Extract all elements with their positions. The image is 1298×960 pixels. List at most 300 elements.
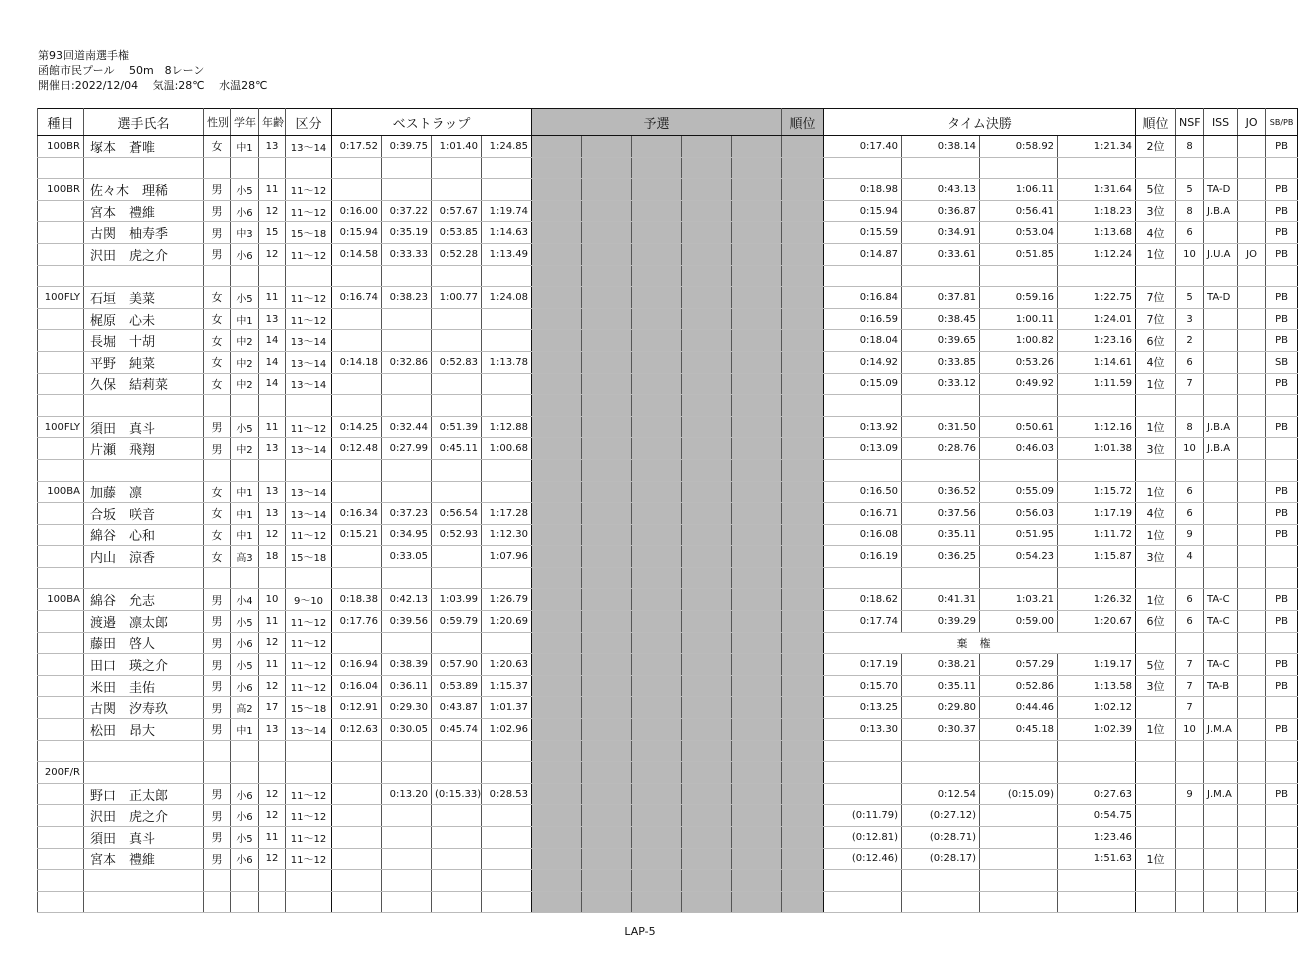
best-lap-split <box>332 783 382 805</box>
iss-cell: J.B.A <box>1204 416 1238 438</box>
event-cell: 100BA <box>38 589 84 611</box>
empty-cell <box>1176 567 1204 589</box>
col-prelim-rank: 順位 <box>782 109 824 136</box>
prelim-cell <box>732 805 782 827</box>
final-split: 0:16.71 <box>824 503 902 525</box>
table-row <box>38 589 1298 611</box>
empty-cell <box>582 567 632 589</box>
empty-cell <box>682 459 732 481</box>
empty-cell <box>902 395 980 417</box>
empty-cell <box>432 265 482 287</box>
table-row <box>38 783 1298 805</box>
empty-cell <box>1266 459 1298 481</box>
jo-cell <box>1238 524 1266 546</box>
iss-cell <box>1204 330 1238 352</box>
prelim-cell <box>682 351 732 373</box>
event-cell <box>38 546 84 568</box>
age-cell: 18 <box>259 546 286 568</box>
prelim-cell <box>582 308 632 330</box>
empty-cell <box>382 459 432 481</box>
event-cell <box>38 373 84 395</box>
empty-cell <box>782 265 824 287</box>
swimmer-name: 平野 純菜 <box>84 351 204 373</box>
best-lap-split: 0:57.67 <box>432 200 482 222</box>
final-split: 0:37.81 <box>902 287 980 309</box>
prelim-cell <box>582 222 632 244</box>
empty-cell <box>84 459 204 481</box>
age-cell: 11 <box>259 654 286 676</box>
empty-cell <box>632 870 682 892</box>
prelim-cell <box>582 503 632 525</box>
best-lap-split <box>382 308 432 330</box>
prelim-rank-cell <box>782 697 824 719</box>
empty-cell <box>824 395 902 417</box>
best-lap-split: 0:34.95 <box>382 524 432 546</box>
division-cell: 11～12 <box>286 416 332 438</box>
iss-cell <box>1204 503 1238 525</box>
best-lap-split: 1:20.69 <box>482 611 532 633</box>
best-lap-split <box>482 373 532 395</box>
sbpb-cell: PB <box>1266 524 1298 546</box>
final-split: 0:16.50 <box>824 481 902 503</box>
table-row <box>38 848 1298 870</box>
age-cell: 11 <box>259 179 286 201</box>
final-split: 0:56.03 <box>980 503 1058 525</box>
final-split: (0:27.12) <box>902 805 980 827</box>
sex-cell: 男 <box>204 783 231 805</box>
rank-cell: 5位 <box>1136 179 1176 201</box>
prelim-cell <box>682 589 732 611</box>
age-cell: 12 <box>259 243 286 265</box>
best-lap-split: 0:32.86 <box>382 351 432 373</box>
jo-cell <box>1238 481 1266 503</box>
event-cell <box>38 503 84 525</box>
division-cell: 13～14 <box>286 330 332 352</box>
best-lap-split <box>432 373 482 395</box>
jo-cell <box>1238 848 1266 870</box>
prelim-cell <box>532 330 582 352</box>
empty-cell <box>84 265 204 287</box>
empty-cell <box>204 395 231 417</box>
age-cell: 12 <box>259 675 286 697</box>
prelim-cell <box>732 243 782 265</box>
date-weather-info: 開催日:2022/12/04 気温:28℃ 水温28℃ <box>38 79 268 92</box>
empty-cell <box>204 459 231 481</box>
empty-cell <box>432 567 482 589</box>
jo-cell <box>1238 503 1266 525</box>
final-split: 0:51.95 <box>980 524 1058 546</box>
best-lap-split: 0:43.87 <box>432 697 482 719</box>
empty-cell <box>482 567 532 589</box>
iss-cell <box>1204 373 1238 395</box>
age-cell: 13 <box>259 438 286 460</box>
swimmer-name: 長堀 十胡 <box>84 330 204 352</box>
grade-cell: 中2 <box>231 438 259 460</box>
final-split: 0:12.54 <box>902 783 980 805</box>
swimmer-name: 片瀬 飛翔 <box>84 438 204 460</box>
prelim-cell <box>582 200 632 222</box>
empty-cell <box>259 459 286 481</box>
empty-cell <box>980 395 1058 417</box>
empty-cell <box>1136 157 1176 179</box>
final-split: 0:59.16 <box>980 287 1058 309</box>
best-lap-split <box>382 632 432 654</box>
prelim-cell <box>532 546 582 568</box>
event-cell <box>38 243 84 265</box>
empty-cell <box>1136 870 1176 892</box>
sbpb-cell: SB <box>1266 351 1298 373</box>
col-sbpb: SB/PB <box>1266 109 1298 136</box>
prelim-cell <box>732 719 782 741</box>
final-split: 0:51.85 <box>980 243 1058 265</box>
grade-cell: 中3 <box>231 222 259 244</box>
prelim-cell <box>632 243 682 265</box>
prelim-cell <box>682 546 732 568</box>
meet-title: 第93回道南選手権 <box>38 49 129 62</box>
col-rank: 順位 <box>1136 109 1176 136</box>
rank-cell: 1位 <box>1136 481 1176 503</box>
sex-cell: 男 <box>204 243 231 265</box>
division-cell: 11～12 <box>286 632 332 654</box>
age-cell: 11 <box>259 827 286 849</box>
division-cell: 13～14 <box>286 438 332 460</box>
empty-cell <box>1266 891 1298 913</box>
sbpb-cell <box>1266 848 1298 870</box>
empty-cell <box>582 157 632 179</box>
sex-cell: 女 <box>204 481 231 503</box>
empty-cell <box>1176 870 1204 892</box>
age-cell: 13 <box>259 719 286 741</box>
event-cell <box>38 330 84 352</box>
sbpb-cell: PB <box>1266 503 1298 525</box>
prelim-cell <box>632 762 682 784</box>
prelim-cell <box>532 719 582 741</box>
final-split: 0:31.50 <box>902 416 980 438</box>
best-lap-split <box>432 805 482 827</box>
empty-cell <box>286 395 332 417</box>
col-prelim: 予選 <box>532 109 782 136</box>
empty-cell <box>532 870 582 892</box>
final-split: 1:15.72 <box>1058 481 1136 503</box>
best-lap-split: 0:42.13 <box>382 589 432 611</box>
best-lap-split <box>482 330 532 352</box>
rank-cell: 1位 <box>1136 589 1176 611</box>
grade-cell: 中2 <box>231 373 259 395</box>
empty-cell <box>532 459 582 481</box>
best-lap-split: 1:24.08 <box>482 287 532 309</box>
jo-cell <box>1238 589 1266 611</box>
empty-cell <box>259 157 286 179</box>
empty-cell <box>482 395 532 417</box>
col-event: 種目 <box>38 109 84 136</box>
empty-cell <box>1238 567 1266 589</box>
final-split: 0:27.63 <box>1058 783 1136 805</box>
best-lap-split: 0:14.25 <box>332 416 382 438</box>
empty-cell <box>482 157 532 179</box>
empty-cell <box>532 891 582 913</box>
jo-cell <box>1238 179 1266 201</box>
empty-cell <box>286 740 332 762</box>
prelim-cell <box>632 200 682 222</box>
final-split <box>980 848 1058 870</box>
prelim-cell <box>582 719 632 741</box>
sex-cell: 男 <box>204 697 231 719</box>
final-split: 0:54.75 <box>1058 805 1136 827</box>
final-split: 0:39.29 <box>902 611 980 633</box>
empty-cell <box>682 157 732 179</box>
prelim-cell <box>532 611 582 633</box>
prelim-cell <box>532 373 582 395</box>
best-lap-split: 1:00.77 <box>432 287 482 309</box>
division-cell: 11～12 <box>286 243 332 265</box>
final-split: 0:17.40 <box>824 136 902 158</box>
table-row <box>38 222 1298 244</box>
prelim-cell <box>582 827 632 849</box>
prelim-cell <box>632 546 682 568</box>
final-split: 1:23.46 <box>1058 827 1136 849</box>
prelim-cell <box>632 179 682 201</box>
division-cell: 15～18 <box>286 222 332 244</box>
empty-cell <box>732 740 782 762</box>
final-split: 0:14.87 <box>824 243 902 265</box>
empty-cell <box>432 870 482 892</box>
age-cell: 13 <box>259 308 286 330</box>
best-lap-split <box>332 827 382 849</box>
division-cell: 11～12 <box>286 611 332 633</box>
sex-cell: 女 <box>204 136 231 158</box>
best-lap-split: 1:13.49 <box>482 243 532 265</box>
prelim-cell <box>682 632 732 654</box>
best-lap-split <box>432 762 482 784</box>
division-cell: 11～12 <box>286 848 332 870</box>
empty-cell <box>38 870 84 892</box>
prelim-cell <box>632 481 682 503</box>
empty-cell <box>732 567 782 589</box>
prelim-cell <box>682 848 732 870</box>
empty-cell <box>259 870 286 892</box>
swimmer-name: 古関 柚寿季 <box>84 222 204 244</box>
final-split: 0:30.37 <box>902 719 980 741</box>
prelim-cell <box>582 136 632 158</box>
prelim-cell <box>532 589 582 611</box>
prelim-cell <box>732 827 782 849</box>
empty-cell <box>259 891 286 913</box>
best-lap-split: 0:37.23 <box>382 503 432 525</box>
col-nsf: NSF <box>1176 109 1204 136</box>
prelim-cell <box>732 697 782 719</box>
empty-cell <box>204 157 231 179</box>
prelim-cell <box>582 438 632 460</box>
empty-cell <box>286 265 332 287</box>
spacer-row <box>38 265 1298 287</box>
division-cell: 11～12 <box>286 805 332 827</box>
empty-cell <box>980 265 1058 287</box>
division-cell: 15～18 <box>286 546 332 568</box>
empty-cell <box>902 265 980 287</box>
sex-cell: 女 <box>204 330 231 352</box>
empty-cell <box>980 870 1058 892</box>
prelim-rank-cell <box>782 351 824 373</box>
empty-cell <box>204 740 231 762</box>
final-split: 0:56.41 <box>980 200 1058 222</box>
nsf-cell <box>1176 805 1204 827</box>
iss-cell <box>1204 697 1238 719</box>
table-row <box>38 611 1298 633</box>
prelim-cell <box>632 438 682 460</box>
empty-cell <box>286 567 332 589</box>
prelim-cell <box>732 848 782 870</box>
swimmer-name: 宮本 禮維 <box>84 200 204 222</box>
iss-cell <box>1204 136 1238 158</box>
best-lap-split <box>382 805 432 827</box>
sbpb-cell: PB <box>1266 654 1298 676</box>
rank-cell: 2位 <box>1136 136 1176 158</box>
sex-cell: 女 <box>204 351 231 373</box>
table-row <box>38 632 1298 654</box>
empty-cell <box>332 891 382 913</box>
prelim-cell <box>732 287 782 309</box>
prelim-cell <box>582 287 632 309</box>
empty-cell <box>824 870 902 892</box>
empty-cell <box>632 395 682 417</box>
empty-cell <box>382 891 432 913</box>
swimmer-name: 加藤 凛 <box>84 481 204 503</box>
prelim-cell <box>632 783 682 805</box>
prelim-cell <box>732 416 782 438</box>
final-split: 0:35.11 <box>902 675 980 697</box>
prelim-cell <box>682 330 732 352</box>
final-split: 0:36.52 <box>902 481 980 503</box>
final-split: 1:20.67 <box>1058 611 1136 633</box>
event-cell: 100BR <box>38 136 84 158</box>
grade-cell: 小6 <box>231 243 259 265</box>
empty-cell <box>482 891 532 913</box>
final-split: (0:12.81) <box>824 827 902 849</box>
event-cell: 100FLY <box>38 416 84 438</box>
final-split: 0:18.04 <box>824 330 902 352</box>
final-split: 1:02.12 <box>1058 697 1136 719</box>
table-row <box>38 697 1298 719</box>
prelim-rank-cell <box>782 589 824 611</box>
table-row <box>38 243 1298 265</box>
empty-cell <box>332 870 382 892</box>
final-split: (0:11.79) <box>824 805 902 827</box>
best-lap-split: 0:52.28 <box>432 243 482 265</box>
empty-cell <box>582 870 632 892</box>
rank-cell <box>1136 827 1176 849</box>
final-split: 1:12.24 <box>1058 243 1136 265</box>
division-cell: 13～14 <box>286 719 332 741</box>
best-lap-split: 0:16.74 <box>332 287 382 309</box>
best-lap-split: 0:45.11 <box>432 438 482 460</box>
swimmer-name: 沢田 虎之介 <box>84 243 204 265</box>
prelim-cell <box>682 287 732 309</box>
prelim-cell <box>632 632 682 654</box>
grade-cell <box>231 762 259 784</box>
best-lap-split <box>382 330 432 352</box>
swimmer-name: 野口 正太郎 <box>84 783 204 805</box>
table-row <box>38 675 1298 697</box>
empty-cell <box>332 567 382 589</box>
prelim-cell <box>732 222 782 244</box>
prelim-cell <box>732 200 782 222</box>
col-age: 年齢 <box>259 109 286 136</box>
best-lap-split: 0:36.11 <box>382 675 432 697</box>
final-split: 1:12.16 <box>1058 416 1136 438</box>
prelim-cell <box>632 287 682 309</box>
final-split: 0:45.18 <box>980 719 1058 741</box>
rank-cell: 3位 <box>1136 200 1176 222</box>
best-lap-split: 0:51.39 <box>432 416 482 438</box>
best-lap-split <box>432 632 482 654</box>
best-lap-split: 0:28.53 <box>482 783 532 805</box>
prelim-cell <box>632 675 682 697</box>
empty-cell <box>1136 459 1176 481</box>
jo-cell <box>1238 719 1266 741</box>
empty-cell <box>682 265 732 287</box>
prelim-cell <box>732 481 782 503</box>
prelim-cell <box>632 416 682 438</box>
empty-cell <box>38 567 84 589</box>
empty-cell <box>231 891 259 913</box>
empty-cell <box>1238 265 1266 287</box>
nsf-cell: 9 <box>1176 783 1204 805</box>
sex-cell: 女 <box>204 373 231 395</box>
prelim-rank-cell <box>782 805 824 827</box>
empty-cell <box>259 740 286 762</box>
nsf-cell: 7 <box>1176 654 1204 676</box>
table-row <box>38 546 1298 568</box>
empty-cell <box>1058 395 1136 417</box>
sex-cell: 男 <box>204 611 231 633</box>
best-lap-split <box>332 805 382 827</box>
empty-cell <box>432 459 482 481</box>
grade-cell: 中1 <box>231 503 259 525</box>
empty-cell <box>532 740 582 762</box>
empty-cell <box>582 891 632 913</box>
table-row <box>38 179 1298 201</box>
iss-cell <box>1204 351 1238 373</box>
empty-cell <box>980 157 1058 179</box>
table-row <box>38 762 1298 784</box>
empty-cell <box>824 459 902 481</box>
empty-cell <box>1176 395 1204 417</box>
prelim-rank-cell <box>782 287 824 309</box>
division-cell: 11～12 <box>286 675 332 697</box>
sex-cell: 男 <box>204 632 231 654</box>
prelim-cell <box>732 179 782 201</box>
best-lap-split: 0:17.76 <box>332 611 382 633</box>
prelim-cell <box>682 200 732 222</box>
empty-cell <box>532 395 582 417</box>
iss-cell: TA-D <box>1204 179 1238 201</box>
final-split: 1:13.68 <box>1058 222 1136 244</box>
best-lap-split <box>332 632 382 654</box>
empty-cell <box>38 740 84 762</box>
col-final: タイム決勝 <box>824 109 1136 136</box>
iss-cell: TA-B <box>1204 675 1238 697</box>
final-split: 0:16.84 <box>824 287 902 309</box>
prelim-cell <box>682 179 732 201</box>
page-number: LAP-5 <box>624 925 656 938</box>
prelim-cell <box>732 632 782 654</box>
final-split: 0:38.14 <box>902 136 980 158</box>
best-lap-split <box>482 308 532 330</box>
prelim-cell <box>632 697 682 719</box>
best-lap-split <box>332 330 382 352</box>
age-cell: 12 <box>259 783 286 805</box>
sex-cell: 男 <box>204 827 231 849</box>
